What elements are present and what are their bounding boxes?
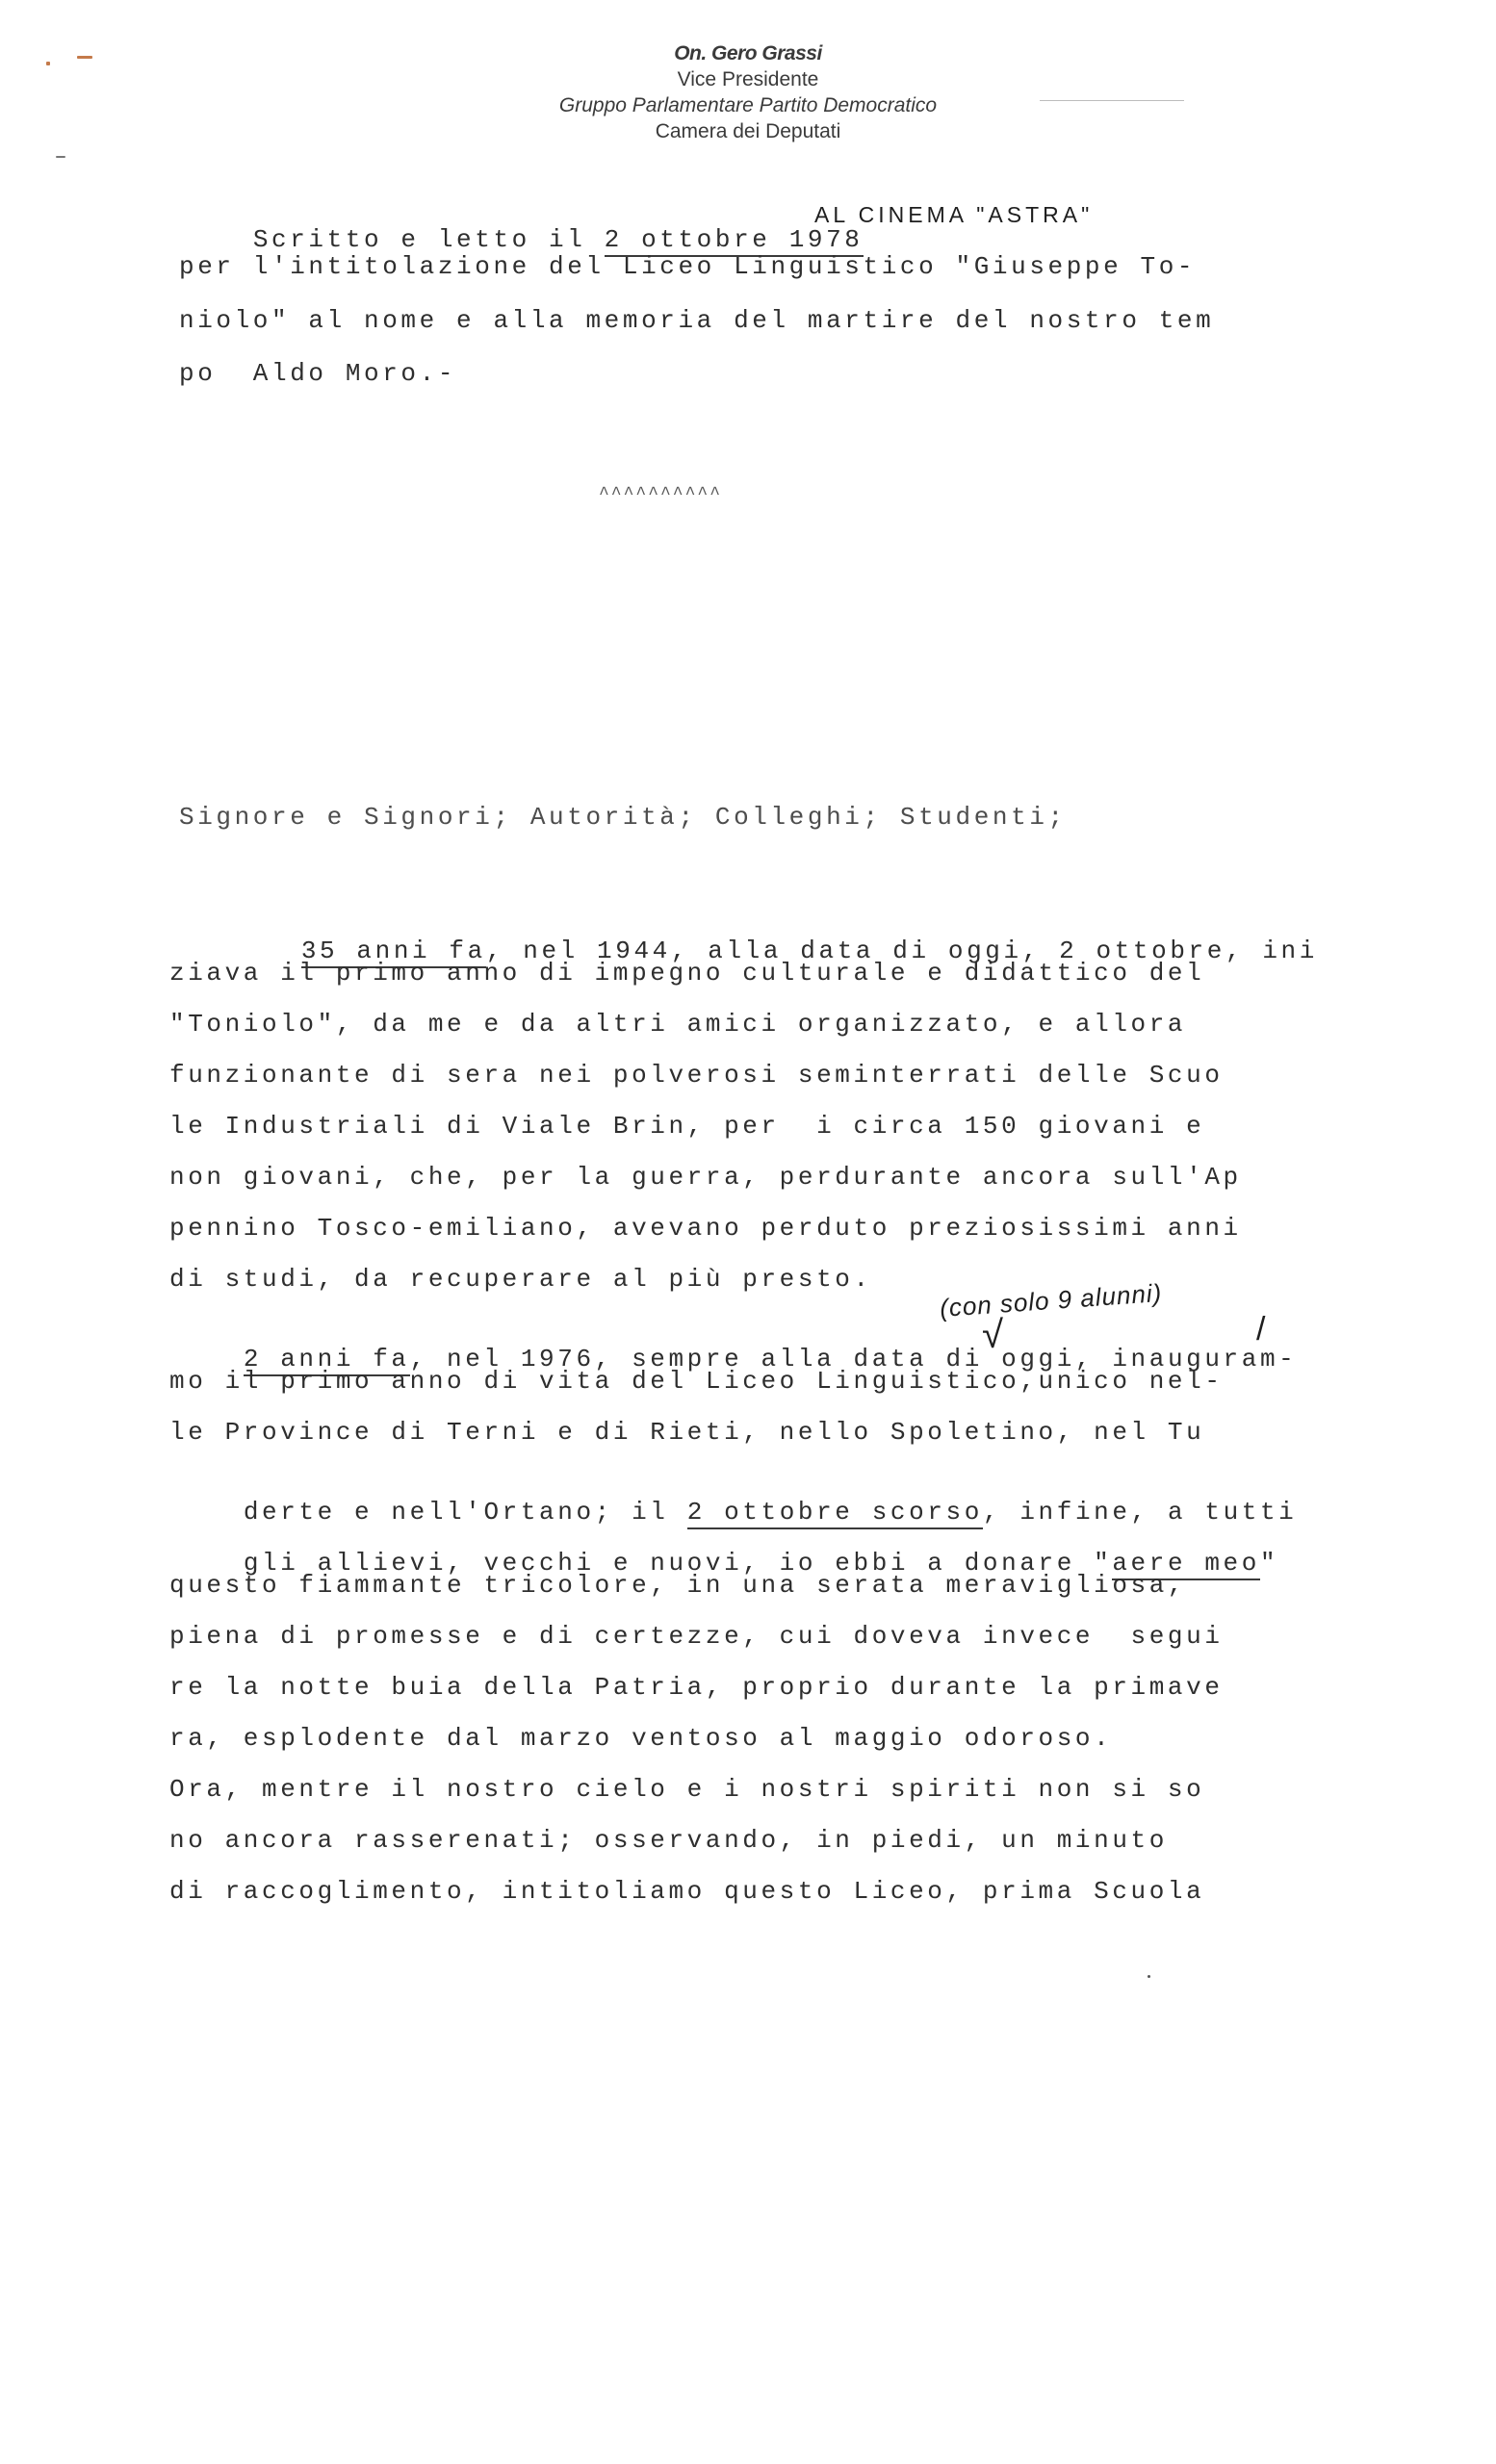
body-text: , nel 1944, alla data di oggi, 2 ottobre, ini bbox=[485, 937, 1318, 965]
body-line: non giovani, che, per la guerra, perdurante ancora sull'Ap bbox=[169, 1163, 1242, 1192]
body-text: , nel 1976, sempre alla data di oggi, inauguram- bbox=[409, 1345, 1298, 1373]
letterhead-name: On. Gero Grassi bbox=[674, 42, 822, 64]
scan-dot bbox=[1148, 1975, 1150, 1978]
scan-speck bbox=[56, 156, 65, 158]
body-text: derte e nell'Ortano; il bbox=[243, 1498, 687, 1527]
underlined-phrase: 2 ottobre scorso bbox=[687, 1498, 983, 1529]
intro-line-4: po Aldo Moro.- bbox=[179, 359, 457, 388]
underlined-phrase: aere meo bbox=[1112, 1549, 1260, 1580]
body-line: le Industriali di Viale Brin, per i circa 150 giovani e bbox=[169, 1112, 1205, 1141]
intro-line-1-text: Scritto e letto il bbox=[252, 225, 605, 254]
body-line: Ora, mentre il nostro cielo e i nostri spiriti non si so bbox=[169, 1775, 1205, 1804]
body-line: di studi, da recuperare al più presto. bbox=[169, 1265, 872, 1294]
body-text: " bbox=[1259, 1549, 1279, 1578]
intro-line-3: niolo" al nome e alla memoria del martire del nostro tem bbox=[179, 306, 1215, 335]
body-line: pennino Tosco-emiliano, avevano perduto preziosissimi anni bbox=[169, 1214, 1242, 1243]
salutation: Signore e Signori; Autorità; Colleghi; Studenti; bbox=[179, 803, 1067, 832]
letterhead bbox=[0, 40, 1496, 144]
scan-speck bbox=[77, 56, 92, 59]
body-line: le Province di Terni e di Rieti, nello Spoletino, nel Tu bbox=[169, 1418, 1205, 1447]
handwritten-venue: AL CINEMA "ASTRA" bbox=[814, 202, 1094, 227]
letterhead-party: Gruppo Parlamentare Partito Democratico bbox=[558, 94, 938, 116]
underlined-phrase: 2 anni fa bbox=[244, 1345, 410, 1376]
letterhead-chamber: Camera dei Deputati bbox=[655, 120, 841, 142]
body-text: gli allievi, vecchi e nuovi, io ebbi a donare " bbox=[243, 1549, 1113, 1578]
body-line: ziava il primo anno di impegno culturale e didattico del bbox=[169, 959, 1205, 988]
separator: ^^^^^^^^^^ bbox=[599, 485, 723, 504]
letterhead-role: Vice Presidente bbox=[677, 68, 819, 90]
body-line: "Toniolo", da me e da altri amici organizzato, e allora bbox=[169, 1010, 1187, 1039]
handwritten-insert: (con solo 9 alunni) bbox=[939, 1277, 1164, 1323]
body-line: ra, esplodente dal marzo ventoso al maggio odoroso. bbox=[169, 1724, 1113, 1753]
body-text: , infine, a tutti bbox=[982, 1498, 1298, 1527]
underlined-phrase: 35 anni fa bbox=[301, 937, 486, 968]
body-line: no ancora rasserenati; osservando, in piedi, un minuto bbox=[169, 1826, 1168, 1855]
intro-date: 2 ottobre 1978 bbox=[605, 225, 864, 257]
insertion-mark-icon: √ bbox=[982, 1314, 1003, 1356]
body-line: funzionante di sera nei polverosi seminterrati delle Scuo bbox=[169, 1061, 1224, 1090]
body-line: di raccoglimento, intitoliamo questo Liceo, prima Scuola bbox=[169, 1877, 1205, 1906]
body-line: questo fiammante tricolore, in una serata meravigliosa, bbox=[169, 1571, 1187, 1600]
body-line: re la notte buia della Patria, proprio durante la primave bbox=[169, 1673, 1224, 1702]
header-rule bbox=[1040, 100, 1184, 101]
body-line: mo il primo anno di vita del Liceo Linguistico,unico nel- bbox=[169, 1367, 1224, 1396]
insertion-slash-icon: / bbox=[1256, 1311, 1266, 1348]
intro-line-2: per l'intitolazione del Liceo Linguistico "Giuseppe To- bbox=[179, 252, 1197, 281]
scan-speck bbox=[46, 62, 50, 65]
body-line: piena di promesse e di certezze, cui doveva invece segui bbox=[169, 1622, 1224, 1651]
